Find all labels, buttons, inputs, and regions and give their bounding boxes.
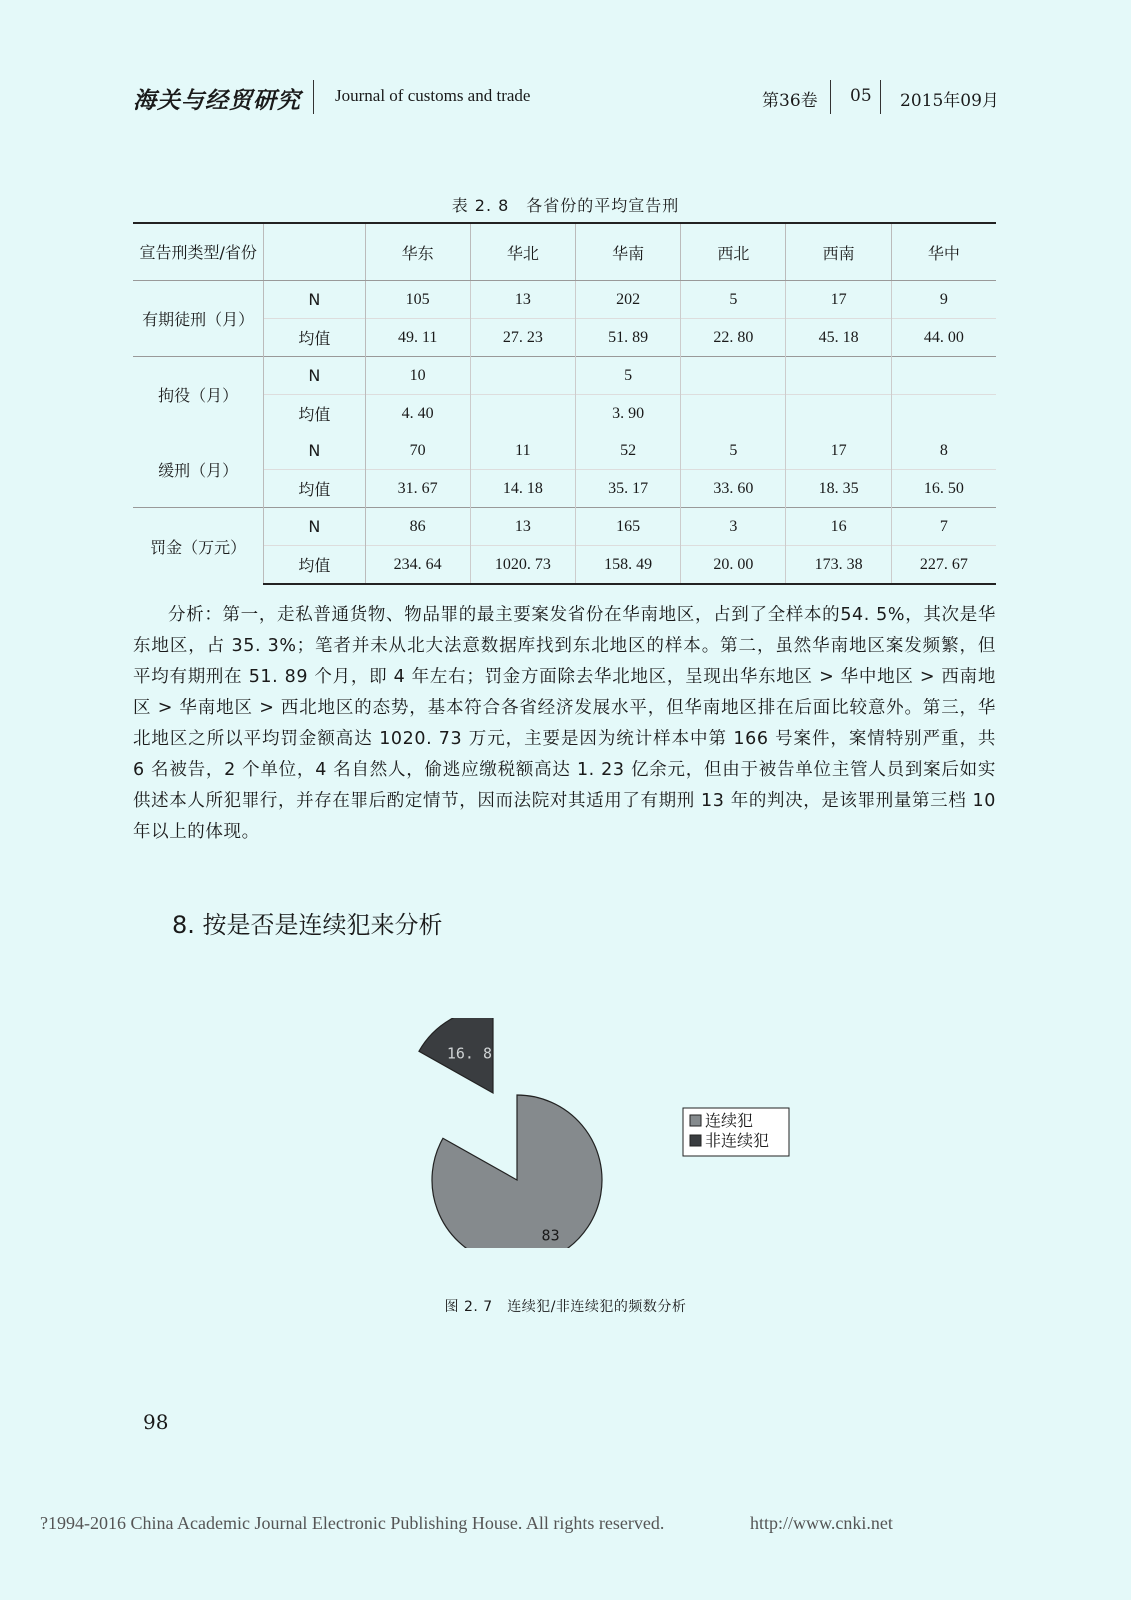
table-cell [786,395,891,433]
corner-label: 宣告刑类型/省份 [133,223,264,281]
table-cell: 31. 67 [365,470,470,508]
table-cell: 3. 90 [576,395,681,433]
table-cell: 17 [786,432,891,470]
table-cell [681,395,786,433]
table-cell: 86 [365,508,470,546]
table-cell: 1020. 73 [470,546,575,585]
table-cell: 3 [681,508,786,546]
chart-legend [683,1108,789,1156]
table-cell: 16 [786,508,891,546]
row-group-label: 缓刑（月） [133,432,264,508]
table-caption: 表 2. 8 各省份的平均宣告刑 [451,196,680,215]
table-cell [786,357,891,395]
table-cell: 52 [576,432,681,470]
table-row [133,281,996,319]
row-sub-label: 均值 [264,470,365,508]
journal-title-en: Journal of customs and trade [335,86,531,105]
table-cell: 44. 00 [891,319,996,357]
table-cell: 33. 60 [681,470,786,508]
footer-copyright: ?1994-2016 China Academic Journal Electronic Publishing House. All rights reserved. [40,1513,665,1533]
table-cell: 11 [470,432,575,470]
slice-label: 16. 8 [446,1044,492,1063]
table-cell [891,395,996,433]
legend-label: 非连续犯 [705,1131,770,1150]
table-row [133,432,996,470]
table-cell [891,357,996,395]
table-cell: 20. 00 [681,546,786,585]
table-cell: 27. 23 [470,319,575,357]
row-sub-label: N [264,508,365,546]
date-label: 2015年09月 [900,91,999,111]
table-cell: 227. 67 [891,546,996,585]
row-group-label: 罚金（万元） [133,508,264,585]
table-cell: 13 [470,508,575,546]
table-cell [681,357,786,395]
section-heading: 8. 按是否是连续犯来分析 [172,911,443,939]
pie-chart [405,1018,815,1248]
row-sub-label: N [264,357,365,395]
row-group-label: 拘役（月） [133,357,264,433]
table-cell: 16. 50 [891,470,996,508]
table-cell: 70 [365,432,470,470]
volume-label: 第36卷 [762,91,818,111]
column-header: 华北 [470,223,575,281]
page-number: 98 [143,1410,169,1434]
footer-url: http://www.cnki.net [750,1513,893,1533]
pie-slice-continuous [432,1095,602,1248]
table-cell: 234. 64 [365,546,470,585]
table-cell: 17 [786,281,891,319]
table-cell: 13 [470,281,575,319]
table-cell: 51. 89 [576,319,681,357]
row-sub-label: 均值 [264,319,365,357]
header-divider [313,80,314,114]
row-sub-label: N [264,432,365,470]
column-header: 华东 [365,223,470,281]
row-sub-label: 均值 [264,546,365,585]
legend-swatch [690,1115,701,1126]
column-header: 西南 [786,223,891,281]
header-divider [830,80,831,114]
table-cell: 8 [939,441,948,459]
table-cell: 202 [576,281,681,319]
table-cell: 7 [891,508,996,546]
figure-caption: 图 2. 7 连续犯/非连续犯的频数分析 [444,1299,687,1315]
journal-title-cn: 海关与经贸研究 [133,87,301,114]
column-header: 华中 [891,223,996,281]
table-cell: 173. 38 [786,546,891,585]
sentence-table [133,222,996,585]
table-cell: 9 [939,290,948,308]
table-header-row [133,223,996,281]
analysis-paragraph: 分析：第一，走私普通货物、物品罪的最主要案发省份在华南地区，占到了全样本的54. 5%，其次是华东地区，占 35. 3%；笔者并未从北大法意数据库找到东北地区的样本。第二，虽然华南地区案发频繁，但平均有期刑在 51. 89 个月，即 4 年左右；罚金方面除去华北地区，呈现出华东地区 > 华中地区 > 西南地区 > 华南地区 > 西北地区的态势，基本符合各省经济发展水平，但华南地区排在后面比较意外。第三，华北地区之所以平均罚金额高达 1020. 73 万元，主要是因为统计样本中第 166 号案件，案情特别严重，共 6 名被告，2 个单位，4 名自然人，偷逃应缴税额高达 1. 23 亿余元，但由于被告单位主管人员到案后如实供述本人所犯罪行，并存在罪后酌定情节，因而法院对其适用了有期刑 13 年的判决，是该罪刑量第三档 10 年以上的体现。 [133,605,996,842]
row-group-label: 有期徒刑（月） [133,281,264,357]
table-cell: 22. 80 [681,319,786,357]
table-cell: 10 [365,357,470,395]
table-cell: 4. 40 [365,395,470,433]
table-cell [470,357,575,395]
table-cell: 165 [576,508,681,546]
table-cell: 5 [681,281,786,319]
table-cell: 35. 17 [576,470,681,508]
table-row [133,357,996,395]
table-cell: 105 [365,281,470,319]
table-row [133,508,996,546]
table-cell: 14. 18 [470,470,575,508]
column-header: 西北 [681,223,786,281]
row-sub-label: N [264,281,365,319]
header-divider [880,80,881,114]
table-cell: 158. 49 [576,546,681,585]
row-sub-label: 均值 [264,395,365,433]
table-cell [470,395,575,433]
table-cell: 49. 11 [365,319,470,357]
issue-label: 05 [850,86,872,106]
table-cell: 5 [681,432,786,470]
column-header: 华南 [576,223,681,281]
empty-header [264,223,365,281]
table-cell: 45. 18 [786,319,891,357]
legend-label: 连续犯 [705,1111,754,1130]
legend-swatch [690,1135,701,1146]
table-cell: 18. 35 [786,470,891,508]
table-cell: 5 [576,357,681,395]
slice-label: 83 [541,1226,560,1245]
